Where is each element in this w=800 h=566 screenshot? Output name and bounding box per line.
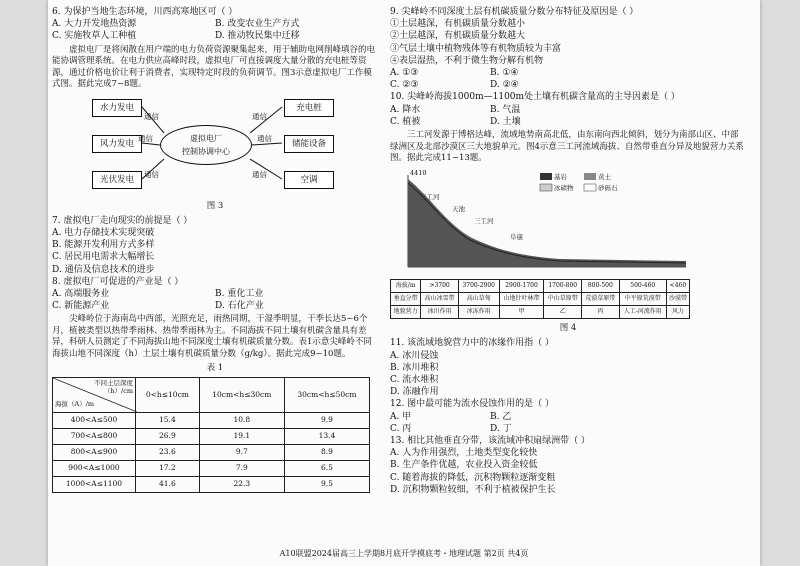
- fig4-place-label-1: 三工河: [420, 192, 440, 201]
- table-cell: 6.5: [284, 460, 369, 476]
- q10-option-d[interactable]: D. 土壤: [490, 116, 521, 127]
- table-row: [53, 428, 370, 444]
- q9-statement-3: ③气层土壤中植物残体等有机物质较为丰富: [390, 43, 562, 54]
- table-cell: 23.6: [136, 444, 200, 460]
- q8-stem: 8. 虚拟电厂可促进的产业是（ ）: [52, 276, 184, 287]
- q7-stem: 7. 虚拟电厂走向现实的前提是（ ）: [52, 215, 193, 226]
- table-cell: 人工-河流作用: [619, 305, 666, 318]
- table-cell: 7.9: [199, 460, 284, 476]
- q11-option-b[interactable]: B. 冰川堆积: [390, 362, 439, 373]
- q6-option-c[interactable]: C. 实施牧草人工种植: [52, 31, 137, 42]
- table-cell: 22.3: [199, 476, 284, 492]
- table-cell: 26.9: [136, 428, 200, 444]
- table-cell: 地貌营力: [391, 305, 421, 318]
- fig3-link-label-1: 通信: [144, 111, 159, 121]
- fig4-legend-swatch-3: [540, 184, 552, 191]
- table-cell: 400<A≤500: [53, 412, 136, 428]
- table-row: [53, 412, 370, 428]
- exam-page: [48, 0, 760, 566]
- q9-option-d[interactable]: D. ②④: [490, 80, 519, 91]
- fig3-left-box-2: 风力发电: [92, 135, 142, 153]
- fig4-legend-label-1: 基岩: [554, 172, 567, 181]
- q10-stem: 10. 尖峰岭海拔1000m—1100m处土壤有机碳含量高的主导因素是（ ）: [390, 92, 680, 103]
- table-cell: 沙漠带: [666, 292, 689, 305]
- table-row: [391, 292, 690, 305]
- fig3-link-label-6: 通信: [252, 169, 267, 179]
- q12-stem: 12. 图中最可能为流水侵蚀作用的是（ ）: [390, 399, 555, 410]
- fig4-place-label-3: 三工河: [474, 216, 494, 225]
- q11-option-c[interactable]: C. 流水堆积: [390, 374, 439, 385]
- q10-options-cd: [390, 116, 590, 128]
- table1-corner-top: 不同土层深度: [94, 378, 133, 387]
- q11-option-a[interactable]: A. 冰川侵蚀: [390, 350, 439, 361]
- q11-option-d[interactable]: D. 冻融作用: [390, 387, 439, 398]
- table-cell: 41.6: [136, 476, 200, 492]
- q6-options-cd: [52, 30, 378, 42]
- q9-statement-1: ①土层越深，有机碳质量分数越小: [390, 19, 526, 30]
- fig3-right-box-3: 空调: [284, 171, 334, 189]
- q13-option-b[interactable]: B. 生产条件优越，农业投入资金较低: [390, 460, 538, 471]
- q8-options-cd: [52, 300, 378, 312]
- q6-option-b[interactable]: B. 改变农业生产方式: [215, 19, 300, 30]
- q7-option-b[interactable]: B. 能源开发利用方式多样: [52, 240, 155, 251]
- fig4-zone-table: [390, 279, 690, 320]
- table-cell: <460: [666, 279, 689, 292]
- table-cell: 17.2: [136, 460, 200, 476]
- table-row: [53, 444, 370, 460]
- table1-corner-bottom: 海拔（A）/m: [55, 400, 95, 409]
- fig4-legend-swatch-4: [584, 184, 596, 191]
- table-cell: 9.9: [284, 412, 369, 428]
- table-row: [391, 305, 690, 318]
- table-cell: 中山草原带: [544, 292, 582, 305]
- table-cell: 500-460: [619, 279, 666, 292]
- q10-option-b[interactable]: B. 气温: [490, 104, 521, 115]
- q6-stem: 6. 为保护当地生态环境，川西高寒地区可（ ）: [52, 7, 238, 17]
- table-cell: 8.9: [284, 444, 369, 460]
- q7-option-d[interactable]: D. 通信及信息技术的进步: [52, 264, 155, 275]
- table-row: [53, 476, 370, 492]
- intro-sangong-river: 三工河发源于博格达峰，流域地势南高北低，由东南向西北倾斜，划分为南部山区、中部绿洲区及北部沙漠区三大地貌单元。图4示意三工河流域海拔、自然带垂直分异及地貌营力关系图。据此完成11~13题。: [390, 130, 744, 164]
- q12-option-a[interactable]: A. 甲: [390, 411, 412, 422]
- q8-option-d[interactable]: D. 石化产业: [215, 301, 264, 312]
- fig4-peak-label: 4410: [410, 168, 427, 177]
- fig3-caption: 图 3: [206, 200, 224, 211]
- table1-col-header-1: 0<h≤10cm: [136, 377, 200, 412]
- table-row: [391, 279, 690, 292]
- q12-option-c[interactable]: C. 丙: [390, 423, 412, 434]
- table-cell: 9.7: [199, 444, 284, 460]
- table1-corner-unit: （h）/cm: [103, 386, 133, 395]
- q9-stem: 9. 尖峰岭不同深度土层有机碳质量分数分布特征及原因是（ ）: [390, 7, 639, 17]
- q12-option-b[interactable]: B. 乙: [490, 411, 512, 422]
- table-cell: 19.1: [199, 428, 284, 444]
- q8-option-c[interactable]: C. 新能源产业: [52, 301, 110, 312]
- fig3-link-label-4: 通信: [252, 111, 267, 121]
- table-cell: 2900-1700: [499, 279, 544, 292]
- q7-option-c[interactable]: C. 居民用电需求大幅增长: [52, 252, 155, 263]
- fig4-profile-svg: [390, 167, 690, 279]
- table-cell: 1000<A≤1100: [53, 476, 136, 492]
- table-cell: 中平原荒漠带: [619, 292, 666, 305]
- q10-option-c[interactable]: C. 植被: [390, 116, 421, 127]
- q9-statement-2: ②土层越深，有机碳质量分数越大: [390, 31, 526, 42]
- table-cell: 800<A≤900: [53, 444, 136, 460]
- fig4-legend-swatch-1: [540, 173, 552, 180]
- fig4-caption: 图 4: [559, 323, 577, 334]
- table-cell: 9.5: [284, 476, 369, 492]
- table-cell: 冰川作用: [421, 305, 459, 318]
- table-cell: 海拔/m: [391, 279, 421, 292]
- intro-jianfengling: 尖峰岭位于海南岛中西部，光照充足，雨热同期，干湿季明显，干季长达5~6个月，植被类型以热带季雨林、热带季雨林为主。不同海拔不同土壤有机碳含量具有差异，科研人员测定了不同海拔山地不同深度土壤有机碳质量分数。表1示意尖峰岭不同海拔山地不同深度（h）土层土壤有机碳质量分数（g/kg）。据此完成9~10题。: [52, 314, 372, 359]
- table-1-soil-carbon: [52, 377, 370, 493]
- q7-option-a[interactable]: A. 电力存储技术实现突破: [52, 228, 155, 239]
- fig3-center-line2: 控制协调中心: [182, 146, 230, 156]
- fig3-right-box-1: 充电桩: [284, 99, 334, 117]
- fig3-link-label-2: 通信: [138, 133, 153, 143]
- table1-corner-cell: [53, 377, 136, 412]
- table1-caption: 表 1: [206, 363, 224, 374]
- table-cell: 风力: [666, 305, 689, 318]
- left-column: [52, 6, 378, 493]
- q10-options-ab: [390, 104, 590, 116]
- table-cell: >3700: [421, 279, 459, 292]
- fig4-legend-label-2: 黄土: [598, 172, 611, 181]
- table1-col-header-3: 30cm<h≤50cm: [284, 377, 369, 412]
- q9-options-ab: [390, 67, 590, 79]
- q9-option-c[interactable]: C. ②③: [390, 80, 419, 91]
- fig3-link-label-3: 通信: [144, 169, 159, 179]
- table-cell: 800-500: [582, 279, 620, 292]
- q9-statement-4: ④表层湿热，不利于微生物分解有机物: [390, 55, 544, 66]
- table-cell: 13.4: [284, 428, 369, 444]
- fig4-legend-label-3: 冰碛物: [554, 183, 574, 192]
- q13-option-d[interactable]: D. 沉积物颗粒较细，不利于植被保护生长: [390, 484, 556, 495]
- table-cell: 垂直分带: [391, 292, 421, 305]
- fig4-legend-label-4: 砂砾石: [598, 183, 618, 192]
- figure-3-diagram: [52, 97, 378, 197]
- table-cell: 10.8: [199, 412, 284, 428]
- q10-option-a[interactable]: A. 降水: [390, 104, 421, 115]
- table1-header-row: [53, 377, 370, 412]
- table-cell: 700<A≤800: [53, 428, 136, 444]
- table-cell: 900<A≤1000: [53, 460, 136, 476]
- q13-option-a[interactable]: A. 人为作用强烈，土地类型变化较快: [390, 448, 538, 459]
- fig3-connector-lines: [52, 97, 352, 197]
- q12-options-cd: [390, 423, 590, 435]
- q12-options-ab: [390, 411, 590, 423]
- table-cell: 15.4: [136, 412, 200, 428]
- fig3-left-box-3: 光伏发电: [92, 171, 142, 189]
- page-footer: A10联盟2024届高三上学期8月底开学摸底考・地理试题 第2页 共4页: [279, 549, 529, 558]
- fig3-left-box-1: 水力发电: [92, 99, 142, 117]
- q11-stem: 11. 该流域地貌营力中的冰缘作用指（ ）: [390, 338, 555, 349]
- table-cell: 高山草甸: [458, 292, 499, 305]
- q13-stem: 13. 相比其他垂直分带，该流域冲积扇绿洲带（ ）: [390, 435, 591, 446]
- q6-option-a[interactable]: A. 大力开发地热资源: [52, 19, 137, 30]
- table-cell: 高山冰雪带: [421, 292, 459, 305]
- q9-option-a[interactable]: A. ①③: [390, 68, 419, 79]
- table-cell: 荒漠草原带: [582, 292, 620, 305]
- right-column: [390, 6, 746, 496]
- q8-option-b[interactable]: B. 重化工业: [215, 289, 264, 300]
- fig3-link-label-5: 通信: [257, 133, 272, 143]
- fig3-right-box-2: 储能设备: [284, 135, 334, 153]
- q8-options-ab: [52, 288, 378, 300]
- figure-4-profile: [390, 167, 690, 279]
- fig3-center-line1: 虚拟电厂: [190, 133, 222, 143]
- q13-option-c[interactable]: C. 随着海拔的降低，沉积物颗粒逐渐变粗: [390, 472, 556, 483]
- q8-option-a[interactable]: A. 高端服务业: [52, 289, 110, 300]
- q6-options-ab: [52, 18, 378, 30]
- table-cell: 山地针叶林带: [499, 292, 544, 305]
- table-cell: 3700-2900: [458, 279, 499, 292]
- intro-virtual-power-plant: 虚拟电厂是将闲散在用户端的电力负荷资源聚集起来，用于辅助电网削峰填谷的电能协调管理系统。在电力供应高峰时段，虚拟电厂可直接调度大量分散的充电桩等资源，通过价格电价让利于消费者，实现特定时段的负荷调节。图3示意虚拟电厂工作模式图。据此完成7~8题。: [52, 44, 376, 90]
- q9-option-b[interactable]: B. ①④: [490, 68, 519, 79]
- q9-options-cd: [390, 79, 590, 91]
- table-row: [53, 460, 370, 476]
- fig4-legend-swatch-2: [584, 173, 596, 180]
- table-cell: 甲: [499, 305, 544, 318]
- table-cell: 冰冻作用: [458, 305, 499, 318]
- table-cell: 1700-800: [544, 279, 582, 292]
- fig4-place-label-2: 天池: [452, 204, 465, 213]
- fig4-place-label-4: 阜康: [510, 232, 523, 241]
- table-cell: 乙: [544, 305, 582, 318]
- q12-option-d[interactable]: D. 丁: [490, 423, 512, 434]
- table-cell: 丙: [582, 305, 620, 318]
- q6-option-d[interactable]: D. 推动牧民集中迁移: [215, 31, 300, 42]
- table1-col-header-2: 10cm<h≤30cm: [199, 377, 284, 412]
